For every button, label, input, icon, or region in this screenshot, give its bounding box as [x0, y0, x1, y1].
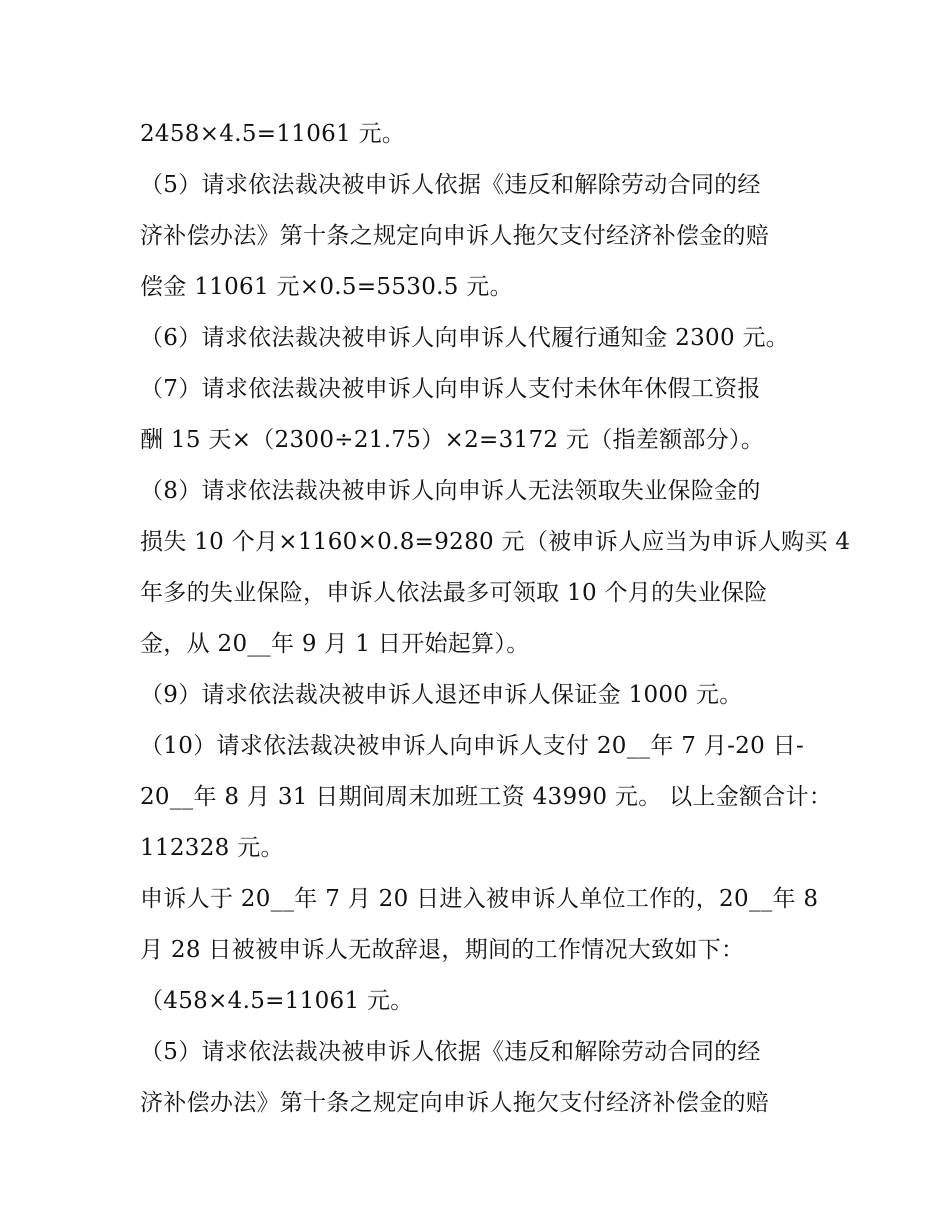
text-line: 金，从 20__年 9 月 1 日开始起算）。 — [140, 631, 530, 657]
text-line: （6）请求依法裁决被申诉人向申诉人代履行通知金 2300 元。 — [140, 325, 790, 351]
text-line: 申诉人于 20__年 7 月 20 日进入被申诉人单位工作的，20__年 8 — [140, 886, 819, 912]
text-line: 月 28 日被被申诉人无故辞退，期间的工作情况大致如下： — [140, 937, 745, 963]
text-line: （10）请求依法裁决被申诉人向申诉人支付 20__年 7 月-20 日- — [140, 733, 805, 759]
text-line: （5）请求依法裁决被申诉人依据《违反和解除劳动合同的经 — [140, 1039, 761, 1065]
text-line: （8）请求依法裁决被申诉人向申诉人无法领取失业保险金的 — [140, 478, 761, 504]
document-body — [140, 109, 851, 1129]
text-line: 112328 元。 — [140, 835, 284, 861]
text-line: （5）请求依法裁决被申诉人依据《违反和解除劳动合同的经 — [140, 172, 761, 198]
text-line: 偿金 11061 元×0.5=5530.5 元。 — [140, 274, 513, 300]
text-line: （7）请求依法裁决被申诉人向申诉人支付未休年休假工资报 — [140, 376, 761, 402]
text-line: （9）请求依法裁决被申诉人退还申诉人保证金 1000 元。 — [140, 682, 743, 708]
text-line: 济补偿办法》第十条之规定向申诉人拖欠支付经济补偿金的赔 — [140, 223, 770, 249]
text-line: 酬 15 天×（2300÷21.75）×2=3172 元（指差额部分）。 — [140, 427, 765, 453]
text-line: （458×4.5=11061 元。 — [140, 988, 414, 1014]
text-line: 年多的失业保险，申诉人依法最多可领取 10 个月的失业保险 — [140, 580, 768, 606]
text-line: 20__年 8 月 31 日期间周末加班工资 43990 元。 以上金额合计： — [140, 784, 833, 810]
text-line: 济补偿办法》第十条之规定向申诉人拖欠支付经济补偿金的赔 — [140, 1090, 770, 1116]
text-line: 2458×4.5=11061 元。 — [140, 121, 406, 147]
text-line: 损失 10 个月×1160×0.8=9280 元（被申诉人应当为申诉人购买 4 — [140, 529, 851, 555]
